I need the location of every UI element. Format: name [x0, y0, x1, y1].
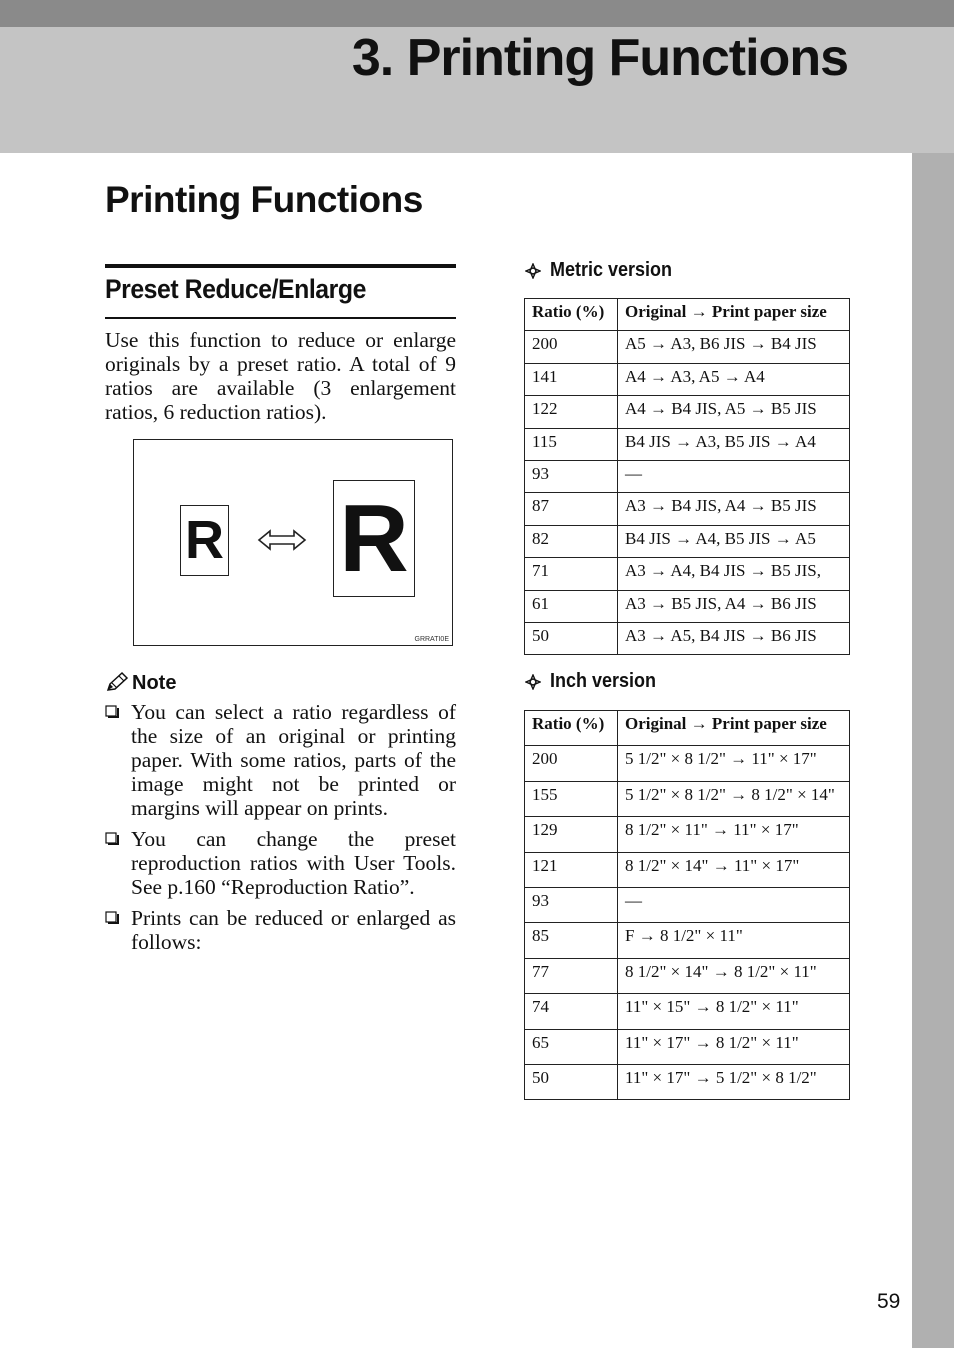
table-row	[525, 1029, 850, 1064]
checkbox-bullet-icon	[105, 911, 119, 925]
paper-size-cell: —	[618, 887, 850, 922]
ratio-cell: 87	[525, 493, 618, 525]
size-column-header: Original → Print paper size	[618, 711, 850, 746]
ratio-cell: 50	[525, 1064, 618, 1099]
table-row	[525, 460, 850, 492]
ratio-cell: 200	[525, 331, 618, 363]
paper-size-cell: A5 → A3, B6 JIS → B4 JIS	[618, 331, 850, 363]
paper-size-cell: 8 1/2" × 14" → 11" × 17"	[618, 852, 850, 887]
note-item	[105, 700, 456, 820]
inch-heading	[525, 670, 668, 693]
ratio-cell: 155	[525, 781, 618, 816]
metric-heading	[525, 259, 686, 282]
ratio-column-header: Ratio (%)	[525, 711, 618, 746]
ratio-cell: 129	[525, 817, 618, 852]
ratio-cell: 77	[525, 958, 618, 993]
paper-size-cell: A3 → A5, B4 JIS → B6 JIS	[618, 622, 850, 654]
ratio-cell: 61	[525, 590, 618, 622]
ratio-cell: 115	[525, 428, 618, 460]
paper-size-cell: B4 JIS → A4, B5 JIS → A5	[618, 525, 850, 557]
table-header-row	[525, 299, 850, 331]
table-row	[525, 363, 850, 395]
ratio-cell: 85	[525, 923, 618, 958]
table-row	[525, 781, 850, 816]
ratio-cell: 121	[525, 852, 618, 887]
note-list	[105, 700, 456, 961]
table-row	[525, 746, 850, 781]
paper-size-cell: 5 1/2" × 8 1/2" → 11" × 17"	[618, 746, 850, 781]
section-title: Preset Reduce/Enlarge	[105, 274, 366, 304]
note-heading	[105, 671, 176, 693]
paper-size-cell: 11" × 17" → 5 1/2" × 8 1/2"	[618, 1064, 850, 1099]
double-arrow-icon	[257, 528, 307, 552]
section-rule-bottom	[105, 317, 456, 319]
table-header-row	[525, 711, 850, 746]
metric-heading-label: Metric version	[550, 259, 673, 281]
paper-size-cell: A3 → A4, B4 JIS → B5 JIS,	[618, 558, 850, 590]
table-row	[525, 1064, 850, 1099]
ratio-cell: 82	[525, 525, 618, 557]
metric-ratio-table	[524, 298, 850, 655]
top-strip	[0, 0, 954, 27]
figure-code: GRRATI0E	[414, 636, 449, 643]
page-title: Printing Functions	[105, 179, 423, 220]
side-thumb-bar	[912, 153, 954, 1348]
ratio-cell: 93	[525, 460, 618, 492]
table-row	[525, 590, 850, 622]
ratio-cell: 93	[525, 887, 618, 922]
table-row	[525, 958, 850, 993]
table-row	[525, 493, 850, 525]
table-row	[525, 331, 850, 363]
chapter-title: 3. Printing Functions	[351, 29, 848, 87]
paper-size-cell: 11" × 17" → 8 1/2" × 11"	[618, 1029, 850, 1064]
small-original-letter: R	[180, 505, 229, 576]
section-rule-top	[105, 264, 456, 268]
table-row	[525, 428, 850, 460]
note-item-text: Prints can be reduced or enlarged as follows:	[131, 906, 456, 954]
paper-size-cell: 5 1/2" × 8 1/2" → 8 1/2" × 14"	[618, 781, 850, 816]
paper-size-cell: A4 → A3, A5 → A4	[618, 363, 850, 395]
ratio-cell: 122	[525, 396, 618, 428]
table-row	[525, 525, 850, 557]
inch-ratio-table	[524, 710, 850, 1100]
note-item-text: You can select a ratio regardless of the size of an original or printing paper. With some ratios, parts of the image might not be printed or margins will appear on prints.	[131, 700, 456, 820]
ratio-cell: 200	[525, 746, 618, 781]
intro-paragraph: Use this function to reduce or enlarge originals by a preset ratio. A total of 9 ratios are available (3 enlargement ratios, 6 reduction ratios).	[105, 328, 456, 424]
ratio-column-header: Ratio (%)	[525, 299, 618, 331]
checkbox-bullet-icon	[105, 832, 119, 846]
paper-size-cell: F → 8 1/2" × 11"	[618, 923, 850, 958]
diamond-bullet-icon	[525, 674, 541, 690]
table-row	[525, 817, 850, 852]
paper-size-cell: A4 → B4 JIS, A5 → B5 JIS	[618, 396, 850, 428]
table-row	[525, 852, 850, 887]
ratio-cell: 50	[525, 622, 618, 654]
pencil-icon	[105, 671, 129, 693]
paper-size-cell: A3 → B4 JIS, A4 → B5 JIS	[618, 493, 850, 525]
paper-size-cell: 8 1/2" × 14" → 8 1/2" × 11"	[618, 958, 850, 993]
paper-size-cell: —	[618, 460, 850, 492]
paper-size-cell: A3 → B5 JIS, A4 → B6 JIS	[618, 590, 850, 622]
note-item-text: You can change the preset reproduction ratios with User Tools. See p.160 “Reproduction Ratio”.	[131, 827, 456, 899]
size-column-header: Original → Print paper size	[618, 299, 850, 331]
ratio-cell: 71	[525, 558, 618, 590]
ratio-cell: 65	[525, 1029, 618, 1064]
table-row	[525, 622, 850, 654]
large-print-letter: R	[333, 480, 415, 597]
page-number: 59	[877, 1290, 901, 1313]
inch-heading-label: Inch version	[550, 670, 657, 692]
ratio-cell: 141	[525, 363, 618, 395]
paper-size-cell: B4 JIS → A3, B5 JIS → A4	[618, 428, 850, 460]
table-row	[525, 994, 850, 1029]
table-row	[525, 923, 850, 958]
note-item	[105, 906, 456, 954]
diamond-bullet-icon	[525, 263, 541, 279]
paper-size-cell: 11" × 15" → 8 1/2" × 11"	[618, 994, 850, 1029]
table-row	[525, 396, 850, 428]
table-row	[525, 558, 850, 590]
reduce-enlarge-figure	[133, 439, 453, 646]
paper-size-cell: 8 1/2" × 11" → 11" × 17"	[618, 817, 850, 852]
note-label: Note	[132, 672, 177, 694]
table-row	[525, 887, 850, 922]
checkbox-bullet-icon	[105, 705, 119, 719]
note-item	[105, 827, 456, 899]
ratio-cell: 74	[525, 994, 618, 1029]
